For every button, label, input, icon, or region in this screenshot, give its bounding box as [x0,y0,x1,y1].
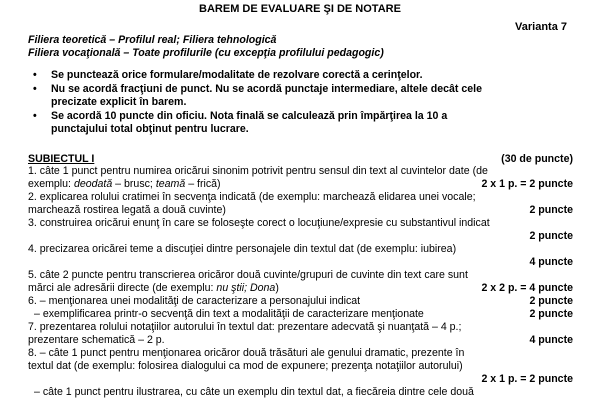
item-line [28,386,573,399]
item-line [28,204,573,217]
item-text: 4. precizarea oricărei teme a discuţiei dintre personajele din textul dat (de exemplu: iubirea) [28,243,457,255]
rule-item [28,110,573,136]
item-text: 6. – menţionarea unei modalităţi de caracterizare a personajului indicat [28,295,361,307]
rule-text: Se punctează orice formulare/modalitate de rezolvare corectă a cerinţelor. [51,69,423,81]
filiera-line-1: Filiera teoretică – Profilul real; Filiera tehnologică [28,34,277,46]
item-text: exemplu: [28,178,74,190]
item-line [28,373,573,386]
item-line [28,360,573,373]
item-points: 2 puncte [529,295,573,307]
item-line [28,295,573,308]
example-word: deodată [73,178,113,190]
item-points: 4 puncte [529,256,573,268]
item-line [28,321,573,334]
item-line [28,347,573,360]
item-text: 5. câte 2 puncte pentru transcrierea oricăror două cuvinte/grupuri de cuvinte din text care sunt [28,269,468,281]
bullet-icon: • [33,69,37,81]
item-text: prezentare schematică – 2 p. [28,334,165,346]
section-title: SUBIECTUL I [28,153,95,165]
item-text: – exemplificarea printr-o secvenţă din text a modalităţii de caracterizare menţionate [34,308,424,320]
item-points: 4 puncte [529,334,573,346]
item-text: – frică) [185,178,221,190]
item-line [28,230,573,243]
item-text: – brusc; [112,178,156,190]
item-line [28,256,573,269]
example-word: nu ştii; Dona [216,282,276,294]
item-text: 2. explicarea rolului cratimei în secvenţa indicată (de exemplu: marchează elidarea unei vocale; [28,191,476,203]
item-text: ) [275,282,279,294]
item-points: 2 x 1 p. = 2 puncte [481,178,573,190]
item-text: mărci ale adresării directe (de exemplu: [28,282,217,294]
item-text: – câte 1 punct pentru ilustrarea, cu câte un exemplu din textul dat, a fiecăreia dintre cele două [34,386,474,398]
item-text: 1. câte 1 punct pentru numirea oricărui sinonim potrivit pentru sensul din text al cuvintelor date (de [28,165,488,177]
bullet-icon: • [33,83,37,95]
filiera-line-2: Filiera vocaţională – Toate profilurile (cu excepţia profilului pedagogic) [28,47,384,59]
item-text: textul dat (de exemplu: folosirea dialogului ca mod de expunere; prezenţa notaţiilor autorului) [28,360,463,372]
item-line [28,243,573,256]
item-line [28,269,573,282]
bullet-icon: • [33,110,37,122]
item-line [28,178,573,191]
rule-item [28,69,573,82]
item-points: 2 x 1 p. = 2 puncte [481,373,573,385]
item-line [28,217,573,230]
item-points: 2 puncte [529,230,573,242]
item-line [28,334,573,347]
rule-item [28,83,573,109]
example-word: teamă [155,178,186,190]
item-line [28,282,573,295]
scoring-items [28,165,573,399]
item-text: 7. prezentarea rolului notaţiilor autorului în textul dat: prezentare adecvată şi nuanţată – 4 p.; [28,321,462,333]
rule-text: Se acordă 10 puncte din oficiu. Nota finală se calculează prin împărţirea la 10 a [51,110,448,122]
rule-text: punctajului total obţinut pentru lucrare. [51,123,249,135]
item-text: 3. construirea oricărui enunţ în care se foloseşte corect o locuţiune/expresie cu substantivul indicat [28,217,490,229]
item-line [28,165,573,178]
item-points: 2 puncte [529,204,573,216]
variant-label: Varianta 7 [515,21,567,33]
item-points: 2 x 2 p. = 4 puncte [481,282,573,294]
section-points: (30 de puncte) [501,153,573,165]
item-points: 2 puncte [529,308,573,320]
item-line [28,191,573,204]
item-text: marchează rostirea legată a două cuvinte) [28,204,226,216]
rule-text: precizate explicit în barem. [51,96,187,108]
rules-list [28,69,573,136]
item-text: 8. – câte 1 punct pentru menţionarea oricăror două trăsături ale genului dramatic, prezente în [28,347,465,359]
item-line [28,308,573,321]
rule-text: Nu se acordă fracţiuni de punct. Nu se acordă punctaje intermediare, altele decât cele [51,83,482,95]
document-title: BAREM DE EVALUARE ŞI DE NOTARE [199,3,401,15]
